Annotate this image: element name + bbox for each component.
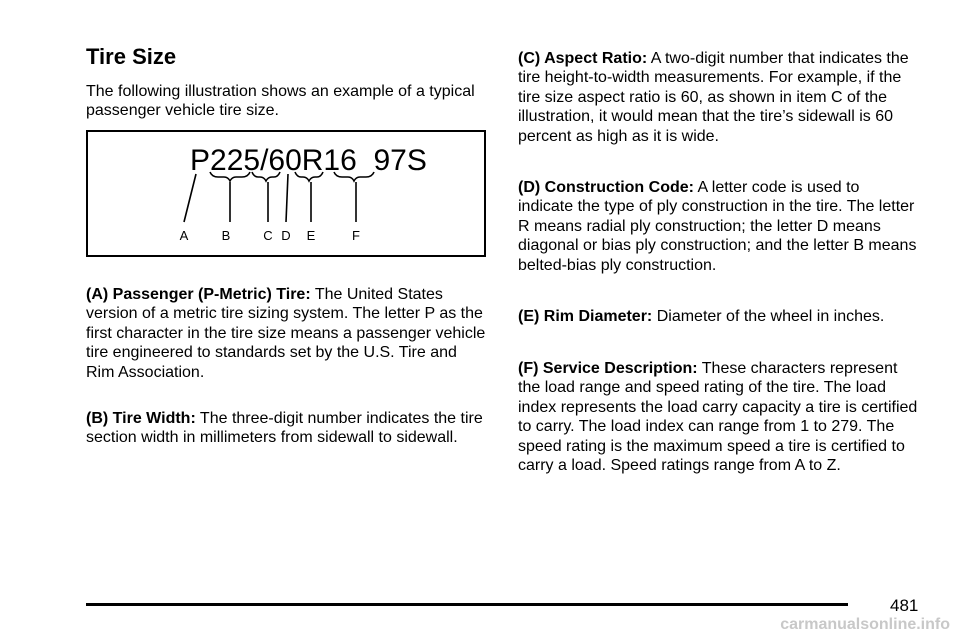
definition-b (86, 409, 486, 448)
label-e: E (306, 228, 316, 243)
footer-rule (86, 603, 848, 606)
tire-code-text: P225/60R16 97S (190, 144, 427, 177)
definition-f (518, 359, 918, 475)
label-b: B (221, 228, 231, 243)
tire-size-figure (86, 130, 486, 257)
label-f: F (352, 228, 360, 243)
definition-text: The United States version of a metric tire sizing system. The letter P as the first character in the tire size means a passenger vehicle tire engineered to standards set by the U.S. Tire and Rim Association. (86, 286, 486, 381)
leader-a (184, 174, 196, 222)
definition-term: (C) Aspect Ratio: (518, 50, 648, 67)
definition-e (518, 307, 918, 326)
intro-paragraph: The following illustration shows an example of a typical passenger vehicle tire size. (86, 83, 475, 120)
leader-lines (184, 174, 356, 222)
definition-a (86, 285, 486, 382)
label-c: C (263, 228, 273, 243)
section-title: Tire Size (86, 44, 177, 69)
definition-c (518, 49, 918, 146)
leader-d (286, 174, 288, 222)
definition-term: (D) Construction Code: (518, 179, 694, 196)
definition-d (518, 178, 918, 275)
definition-text: A letter code is used to indicate the type of ply construction in the tire. The letter R means radial ply construction; the letter D means diagonal or bias ply construction; and the letter B means belted-bias ply construction. (518, 179, 917, 274)
watermark[interactable]: carmanualsonline.info (780, 616, 950, 633)
definition-text: The three-digit number indicates the tire section width in millimeters from sidewall to sidewall. (86, 410, 483, 447)
definition-text: Diameter of the wheel in inches. (656, 308, 885, 325)
label-d: D (281, 228, 291, 243)
definition-term: (B) Tire Width: (86, 410, 196, 427)
definition-text: These characters represent the load range and speed rating of the tire. The load index represents the load carry capacity a tire is certified to carry. The load index can range from 1 to 279. The speed rating is the maximum speed a tire is certified to carry a load. Speed ratings range from A to Z. (518, 360, 918, 475)
definition-text: A two-digit number that indicates the tire height-to-width measurements. For example, if the tire size aspect ratio is 60, as shown in item C of the illustration, it would mean that the tire’s sidewall is 60 percent as high as it is wide. (518, 50, 909, 145)
definition-term: (A) Passenger (P-Metric) Tire: (86, 286, 311, 303)
definition-term: (F) Service Description: (518, 360, 698, 377)
label-a: A (179, 228, 189, 243)
tire-size-diagram (88, 132, 484, 255)
definition-term: (E) Rim Diameter: (518, 308, 653, 325)
page-number: 481 (890, 596, 919, 615)
